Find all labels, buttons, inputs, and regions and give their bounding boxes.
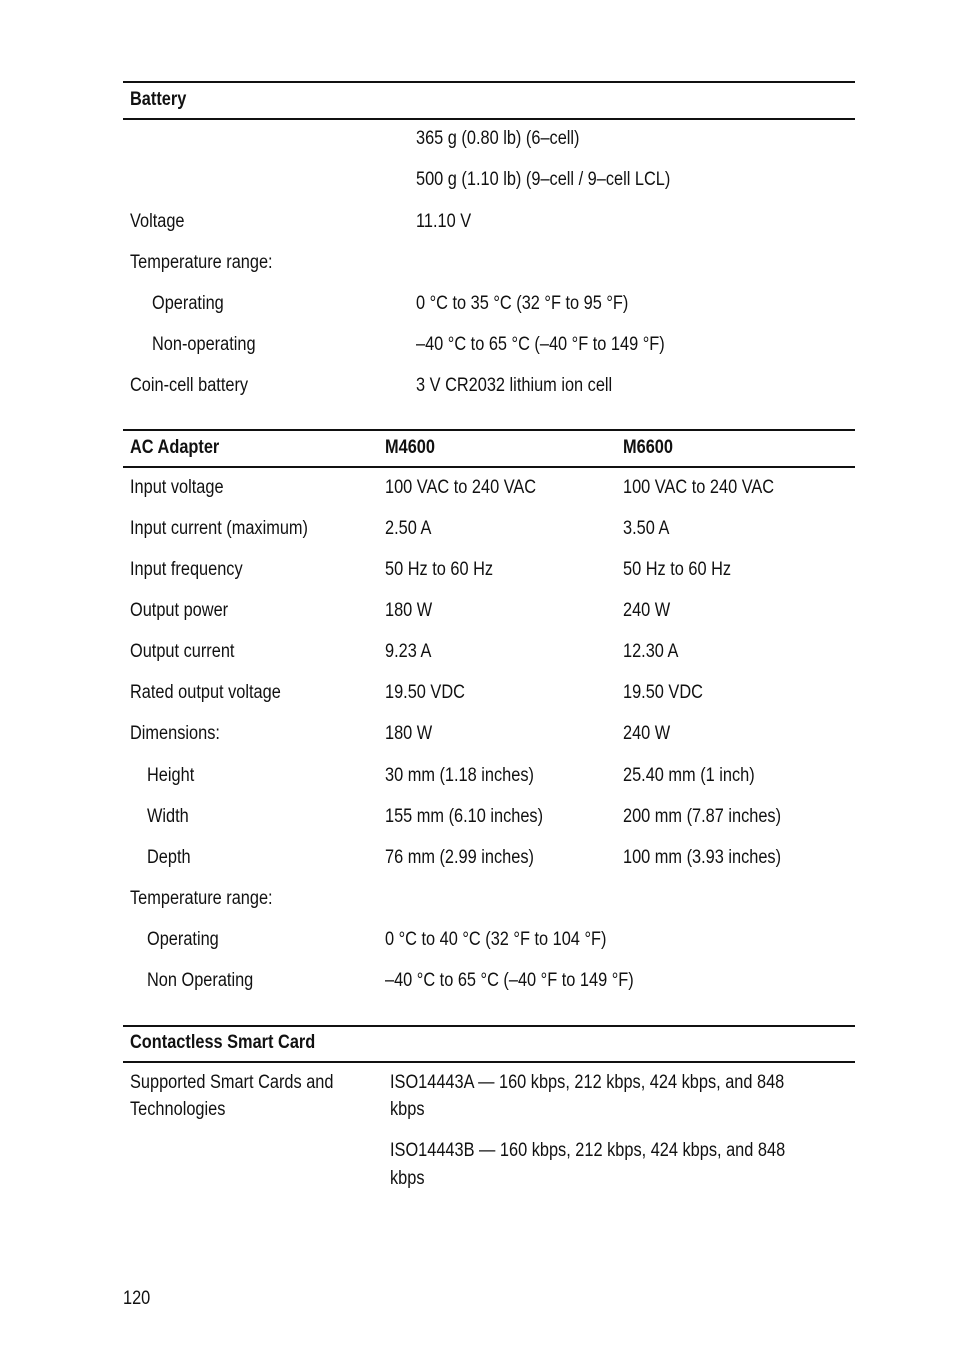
ac-m4600-depth: 76 mm (2.99 inches) [385, 847, 534, 868]
ac-label-output-power: Output power [130, 600, 229, 621]
ac-label-dimensions: Dimensions: [130, 723, 220, 744]
battery-label-temperature-range: Temperature range: [130, 252, 273, 273]
ac-label-non-operating: Non Operating [147, 970, 254, 991]
ac-m6600-width: 200 mm (7.87 inches) [623, 806, 782, 827]
ac-adapter-top-rule [123, 429, 855, 431]
ac-m6600-input-voltage: 100 VAC to 240 VAC [623, 477, 775, 498]
smart-card-header: Contactless Smart Card [130, 1032, 316, 1053]
ac-m4600-input-voltage: 100 VAC to 240 VAC [385, 477, 537, 498]
ac-m4600-input-frequency: 50 Hz to 60 Hz [385, 559, 494, 580]
ac-adapter-col-m4600: M4600 [385, 437, 435, 458]
ac-m4600-dimensions: 180 W [385, 723, 433, 744]
battery-value-non-operating: –40 °C to 65 °C (–40 °F to 149 °F) [416, 334, 665, 355]
ac-adapter-header-rule [123, 466, 855, 468]
smart-card-iso14443a-line1: ISO14443A — 160 kbps, 212 kbps, 424 kbps, and 848 [390, 1072, 785, 1093]
smart-card-iso14443a-line2: kbps [390, 1099, 425, 1120]
ac-m6600-output-power: 240 W [623, 600, 671, 621]
ac-m6600-dimensions: 240 W [623, 723, 671, 744]
smart-card-label-line1: Supported Smart Cards and [130, 1072, 334, 1093]
battery-top-rule [123, 81, 855, 83]
ac-m6600-input-frequency: 50 Hz to 60 Hz [623, 559, 732, 580]
ac-adapter-col-m6600: M6600 [623, 437, 673, 458]
smart-card-label-line2: Technologies [130, 1099, 226, 1120]
ac-m6600-depth: 100 mm (3.93 inches) [623, 847, 782, 868]
ac-adapter-header: AC Adapter [130, 437, 220, 458]
ac-label-rated-output-voltage: Rated output voltage [130, 682, 281, 703]
ac-m6600-height: 25.40 mm (1 inch) [623, 765, 755, 786]
battery-header: Battery [130, 89, 187, 110]
ac-label-depth: Depth [147, 847, 191, 868]
battery-value-weight-6cell: 365 g (0.80 lb) (6–cell) [416, 128, 580, 149]
ac-label-temperature-range: Temperature range: [130, 888, 273, 909]
smart-card-iso14443b-line2: kbps [390, 1168, 425, 1189]
page-number: 120 [123, 1288, 151, 1309]
battery-value-operating: 0 °C to 35 °C (32 °F to 95 °F) [416, 293, 629, 314]
ac-m6600-rated-output-voltage: 19.50 VDC [623, 682, 703, 703]
ac-m4600-input-current: 2.50 A [385, 518, 432, 539]
ac-m4600-output-power: 180 W [385, 600, 433, 621]
ac-label-input-voltage: Input voltage [130, 477, 224, 498]
ac-label-input-frequency: Input frequency [130, 559, 243, 580]
ac-m4600-height: 30 mm (1.18 inches) [385, 765, 534, 786]
ac-label-width: Width [147, 806, 189, 827]
ac-m4600-output-current: 9.23 A [385, 641, 432, 662]
ac-m4600-width: 155 mm (6.10 inches) [385, 806, 544, 827]
battery-label-voltage: Voltage [130, 211, 185, 232]
battery-label-coin-cell: Coin-cell battery [130, 375, 249, 396]
smart-card-header-rule [123, 1061, 855, 1063]
ac-value-non-operating: –40 °C to 65 °C (–40 °F to 149 °F) [385, 970, 634, 991]
ac-m6600-output-current: 12.30 A [623, 641, 679, 662]
ac-value-operating: 0 °C to 40 °C (32 °F to 104 °F) [385, 929, 607, 950]
smart-card-top-rule [123, 1025, 855, 1027]
battery-value-coin-cell: 3 V CR2032 lithium ion cell [416, 375, 613, 396]
battery-label-operating: Operating [152, 293, 224, 314]
ac-label-output-current: Output current [130, 641, 235, 662]
smart-card-iso14443b-line1: ISO14443B — 160 kbps, 212 kbps, 424 kbps, and 848 [390, 1140, 786, 1161]
battery-value-weight-9cell: 500 g (1.10 lb) (9–cell / 9–cell LCL) [416, 169, 671, 190]
ac-m6600-input-current: 3.50 A [623, 518, 670, 539]
ac-label-input-current: Input current (maximum) [130, 518, 308, 539]
ac-label-height: Height [147, 765, 195, 786]
battery-header-rule [123, 118, 855, 120]
ac-m4600-rated-output-voltage: 19.50 VDC [385, 682, 465, 703]
ac-label-operating: Operating [147, 929, 219, 950]
battery-value-voltage: 11.10 V [416, 211, 472, 232]
battery-label-non-operating: Non-operating [152, 334, 256, 355]
